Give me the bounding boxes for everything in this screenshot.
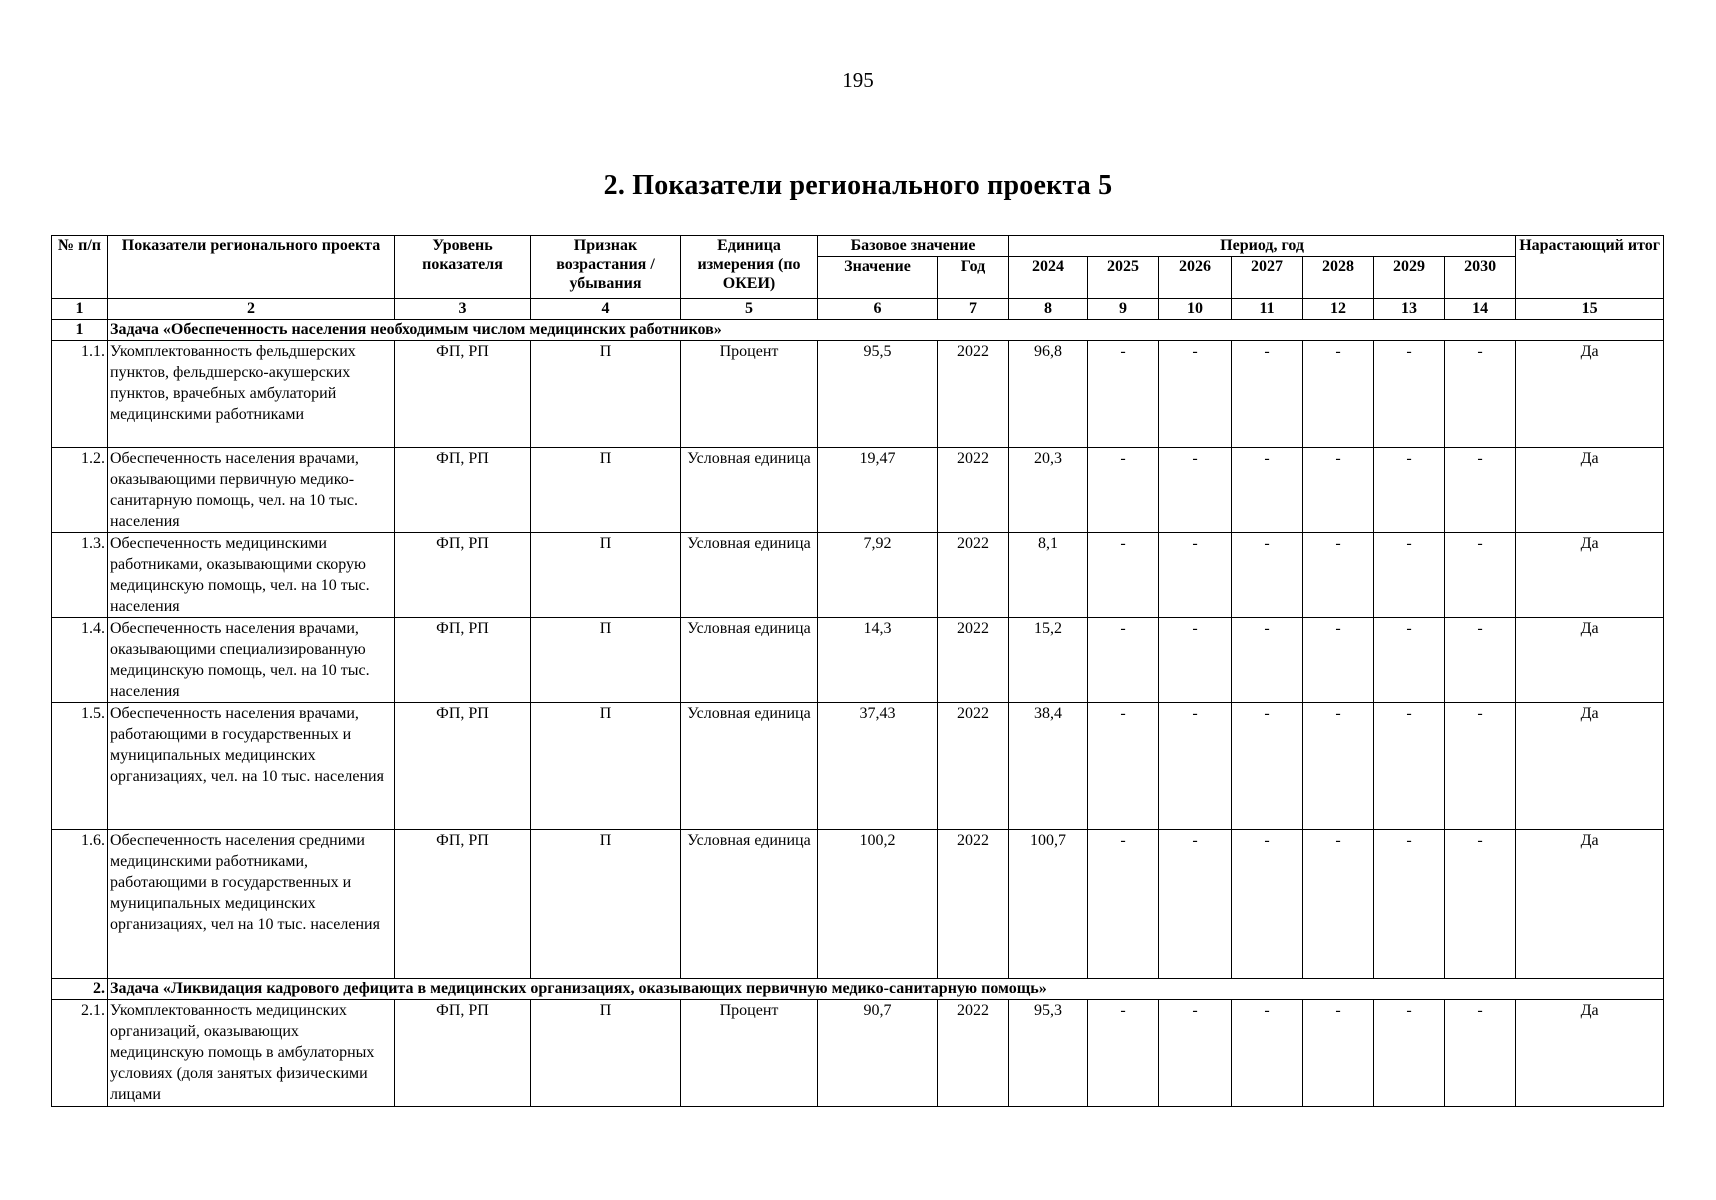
- column-number: 11: [1232, 299, 1303, 320]
- header-sign: Признак возрастания / убывания: [531, 236, 681, 299]
- column-number: 14: [1445, 299, 1516, 320]
- year-value: -: [1088, 448, 1159, 533]
- header-year: 2027: [1232, 257, 1303, 299]
- year-value: 38,4: [1009, 703, 1088, 830]
- table-row: [52, 618, 1664, 703]
- indicator-level: ФП, РП: [395, 703, 531, 830]
- year-value: -: [1303, 703, 1374, 830]
- base-year: 2022: [938, 533, 1009, 618]
- header-num: № п/п: [52, 236, 108, 299]
- year-value: 100,7: [1009, 830, 1088, 979]
- column-number: 8: [1009, 299, 1088, 320]
- header-base: Базовое значение: [818, 236, 1009, 257]
- year-value: -: [1232, 448, 1303, 533]
- column-number: 9: [1088, 299, 1159, 320]
- task-title: Задача «Ликвидация кадрового дефицита в медицинских организациях, оказывающих первичную медико-санитарную помощь»: [108, 979, 1664, 1000]
- base-year: 2022: [938, 703, 1009, 830]
- year-value: -: [1232, 830, 1303, 979]
- task-row: [52, 320, 1664, 341]
- column-number: 1: [52, 299, 108, 320]
- year-value: -: [1159, 830, 1232, 979]
- column-number: 2: [108, 299, 395, 320]
- column-number: 5: [681, 299, 818, 320]
- base-value: 95,5: [818, 341, 938, 448]
- header-year: 2028: [1303, 257, 1374, 299]
- year-value: -: [1303, 533, 1374, 618]
- table-row: [52, 448, 1664, 533]
- year-value: -: [1374, 1000, 1445, 1107]
- indicator-name: Обеспеченность населения врачами, оказывающими первичную медико-санитарную помощь, чел. на 10 тыс. населения: [108, 448, 395, 533]
- page-title: 2. Показатели регионального проекта 5: [603, 170, 1113, 201]
- column-number: 7: [938, 299, 1009, 320]
- header-period: Период, год: [1009, 236, 1516, 257]
- year-value: -: [1088, 341, 1159, 448]
- indicator-sign: П: [531, 830, 681, 979]
- task-title: Задача «Обеспеченность населения необходимым числом медицинских работников»: [108, 320, 1664, 341]
- indicator-level: ФП, РП: [395, 448, 531, 533]
- year-value: -: [1445, 341, 1516, 448]
- year-value: -: [1088, 618, 1159, 703]
- year-value: -: [1445, 1000, 1516, 1107]
- year-value: -: [1159, 448, 1232, 533]
- column-number: 13: [1374, 299, 1445, 320]
- indicator-name: Укомплектованность медицинских организаций, оказывающих медицинскую помощь в амбулаторных условиях (доля занятых физическими лицами: [108, 1000, 395, 1107]
- base-year: 2022: [938, 341, 1009, 448]
- indicator-sign: П: [531, 1000, 681, 1107]
- task-number: 2.: [52, 979, 108, 1000]
- year-value: 95,3: [1009, 1000, 1088, 1107]
- row-number: 1.1.: [52, 341, 108, 448]
- indicator-sign: П: [531, 341, 681, 448]
- header-unit: Единица измерения (по ОКЕИ): [681, 236, 818, 299]
- cumulative-value: Да: [1516, 618, 1664, 703]
- cumulative-value: Да: [1516, 448, 1664, 533]
- year-value: -: [1232, 618, 1303, 703]
- year-value: -: [1303, 618, 1374, 703]
- row-number: 2.1.: [52, 1000, 108, 1107]
- year-value: -: [1159, 1000, 1232, 1107]
- year-value: 8,1: [1009, 533, 1088, 618]
- year-value: -: [1232, 1000, 1303, 1107]
- base-year: 2022: [938, 1000, 1009, 1107]
- header-year: 2024: [1009, 257, 1088, 299]
- indicators-table: [51, 235, 1664, 1107]
- cumulative-value: Да: [1516, 533, 1664, 618]
- row-number: 1.6.: [52, 830, 108, 979]
- indicator-name: Обеспеченность населения средними медицинскими работниками, работающими в государственных и муниципальных медицинских организациях, чел на 10 тыс. населения: [108, 830, 395, 979]
- column-number: 3: [395, 299, 531, 320]
- header-year: 2025: [1088, 257, 1159, 299]
- year-value: -: [1159, 703, 1232, 830]
- year-value: 20,3: [1009, 448, 1088, 533]
- task-number: 1: [52, 320, 108, 341]
- row-number: 1.4.: [52, 618, 108, 703]
- year-value: -: [1159, 618, 1232, 703]
- page-number: 195: [842, 68, 874, 92]
- column-number: 10: [1159, 299, 1232, 320]
- year-value: -: [1088, 533, 1159, 618]
- row-number: 1.3.: [52, 533, 108, 618]
- base-year: 2022: [938, 448, 1009, 533]
- indicator-unit: Условная единица: [681, 448, 818, 533]
- cumulative-value: Да: [1516, 830, 1664, 979]
- year-value: -: [1232, 533, 1303, 618]
- task-row: [52, 979, 1664, 1000]
- indicator-level: ФП, РП: [395, 341, 531, 448]
- cumulative-value: Да: [1516, 341, 1664, 448]
- base-value: 14,3: [818, 618, 938, 703]
- base-value: 100,2: [818, 830, 938, 979]
- year-value: -: [1445, 830, 1516, 979]
- cumulative-value: Да: [1516, 1000, 1664, 1107]
- table-row: [52, 830, 1664, 979]
- year-value: -: [1374, 618, 1445, 703]
- indicator-level: ФП, РП: [395, 618, 531, 703]
- year-value: -: [1088, 703, 1159, 830]
- indicator-unit: Процент: [681, 1000, 818, 1107]
- header-year: 2029: [1374, 257, 1445, 299]
- base-year: 2022: [938, 618, 1009, 703]
- indicator-level: ФП, РП: [395, 1000, 531, 1107]
- header-base-year: Год: [938, 257, 1009, 299]
- year-value: -: [1374, 448, 1445, 533]
- indicator-name: Обеспеченность медицинскими работниками, оказывающими скорую медицинскую помощь, чел. на 10 тыс. населения: [108, 533, 395, 618]
- base-value: 7,92: [818, 533, 938, 618]
- indicator-level: ФП, РП: [395, 533, 531, 618]
- cumulative-value: Да: [1516, 703, 1664, 830]
- row-number: 1.5.: [52, 703, 108, 830]
- indicator-sign: П: [531, 618, 681, 703]
- year-value: -: [1303, 341, 1374, 448]
- year-value: -: [1374, 341, 1445, 448]
- year-value: -: [1159, 341, 1232, 448]
- table-row: [52, 533, 1664, 618]
- year-value: -: [1374, 830, 1445, 979]
- base-value: 37,43: [818, 703, 938, 830]
- year-value: -: [1374, 533, 1445, 618]
- base-value: 19,47: [818, 448, 938, 533]
- header-year: 2030: [1445, 257, 1516, 299]
- indicator-level: ФП, РП: [395, 830, 531, 979]
- year-value: 96,8: [1009, 341, 1088, 448]
- table-row: [52, 1000, 1664, 1107]
- year-value: -: [1232, 341, 1303, 448]
- indicator-name: Обеспеченность населения врачами, оказывающими специализированную медицинскую помощь, чел. на 10 тыс. населения: [108, 618, 395, 703]
- column-number: 6: [818, 299, 938, 320]
- column-numbers-row: [52, 299, 1664, 320]
- header-year: 2026: [1159, 257, 1232, 299]
- column-number: 4: [531, 299, 681, 320]
- indicator-unit: Условная единица: [681, 533, 818, 618]
- year-value: -: [1303, 830, 1374, 979]
- base-year: 2022: [938, 830, 1009, 979]
- year-value: -: [1303, 1000, 1374, 1107]
- base-value: 90,7: [818, 1000, 938, 1107]
- year-value: -: [1088, 830, 1159, 979]
- indicator-unit: Условная единица: [681, 830, 818, 979]
- year-value: -: [1159, 533, 1232, 618]
- indicator-sign: П: [531, 448, 681, 533]
- header-indicator: Показатели регионального проекта: [108, 236, 395, 299]
- header-cumulative: Нарастающий итог: [1516, 236, 1664, 299]
- table-row: [52, 341, 1664, 448]
- indicator-sign: П: [531, 703, 681, 830]
- indicator-name: Укомплектованность фельдшерских пунктов, фельдшерско-акушерских пунктов, врачебных амбулаторий медицинскими работниками: [108, 341, 395, 448]
- indicator-unit: Процент: [681, 341, 818, 448]
- year-value: 15,2: [1009, 618, 1088, 703]
- year-value: -: [1374, 703, 1445, 830]
- column-number: 12: [1303, 299, 1374, 320]
- indicator-unit: Условная единица: [681, 703, 818, 830]
- row-number: 1.2.: [52, 448, 108, 533]
- year-value: -: [1303, 448, 1374, 533]
- year-value: -: [1445, 618, 1516, 703]
- column-number: 15: [1516, 299, 1664, 320]
- table-row: [52, 703, 1664, 830]
- header-base-value: Значение: [818, 257, 938, 299]
- year-value: -: [1232, 703, 1303, 830]
- indicator-name: Обеспеченность населения врачами, работающими в государственных и муниципальных медицинских организациях, чел. на 10 тыс. населения: [108, 703, 395, 830]
- year-value: -: [1445, 533, 1516, 618]
- year-value: -: [1088, 1000, 1159, 1107]
- year-value: -: [1445, 703, 1516, 830]
- year-value: -: [1445, 448, 1516, 533]
- indicator-sign: П: [531, 533, 681, 618]
- header-level: Уровень показателя: [395, 236, 531, 299]
- indicator-unit: Условная единица: [681, 618, 818, 703]
